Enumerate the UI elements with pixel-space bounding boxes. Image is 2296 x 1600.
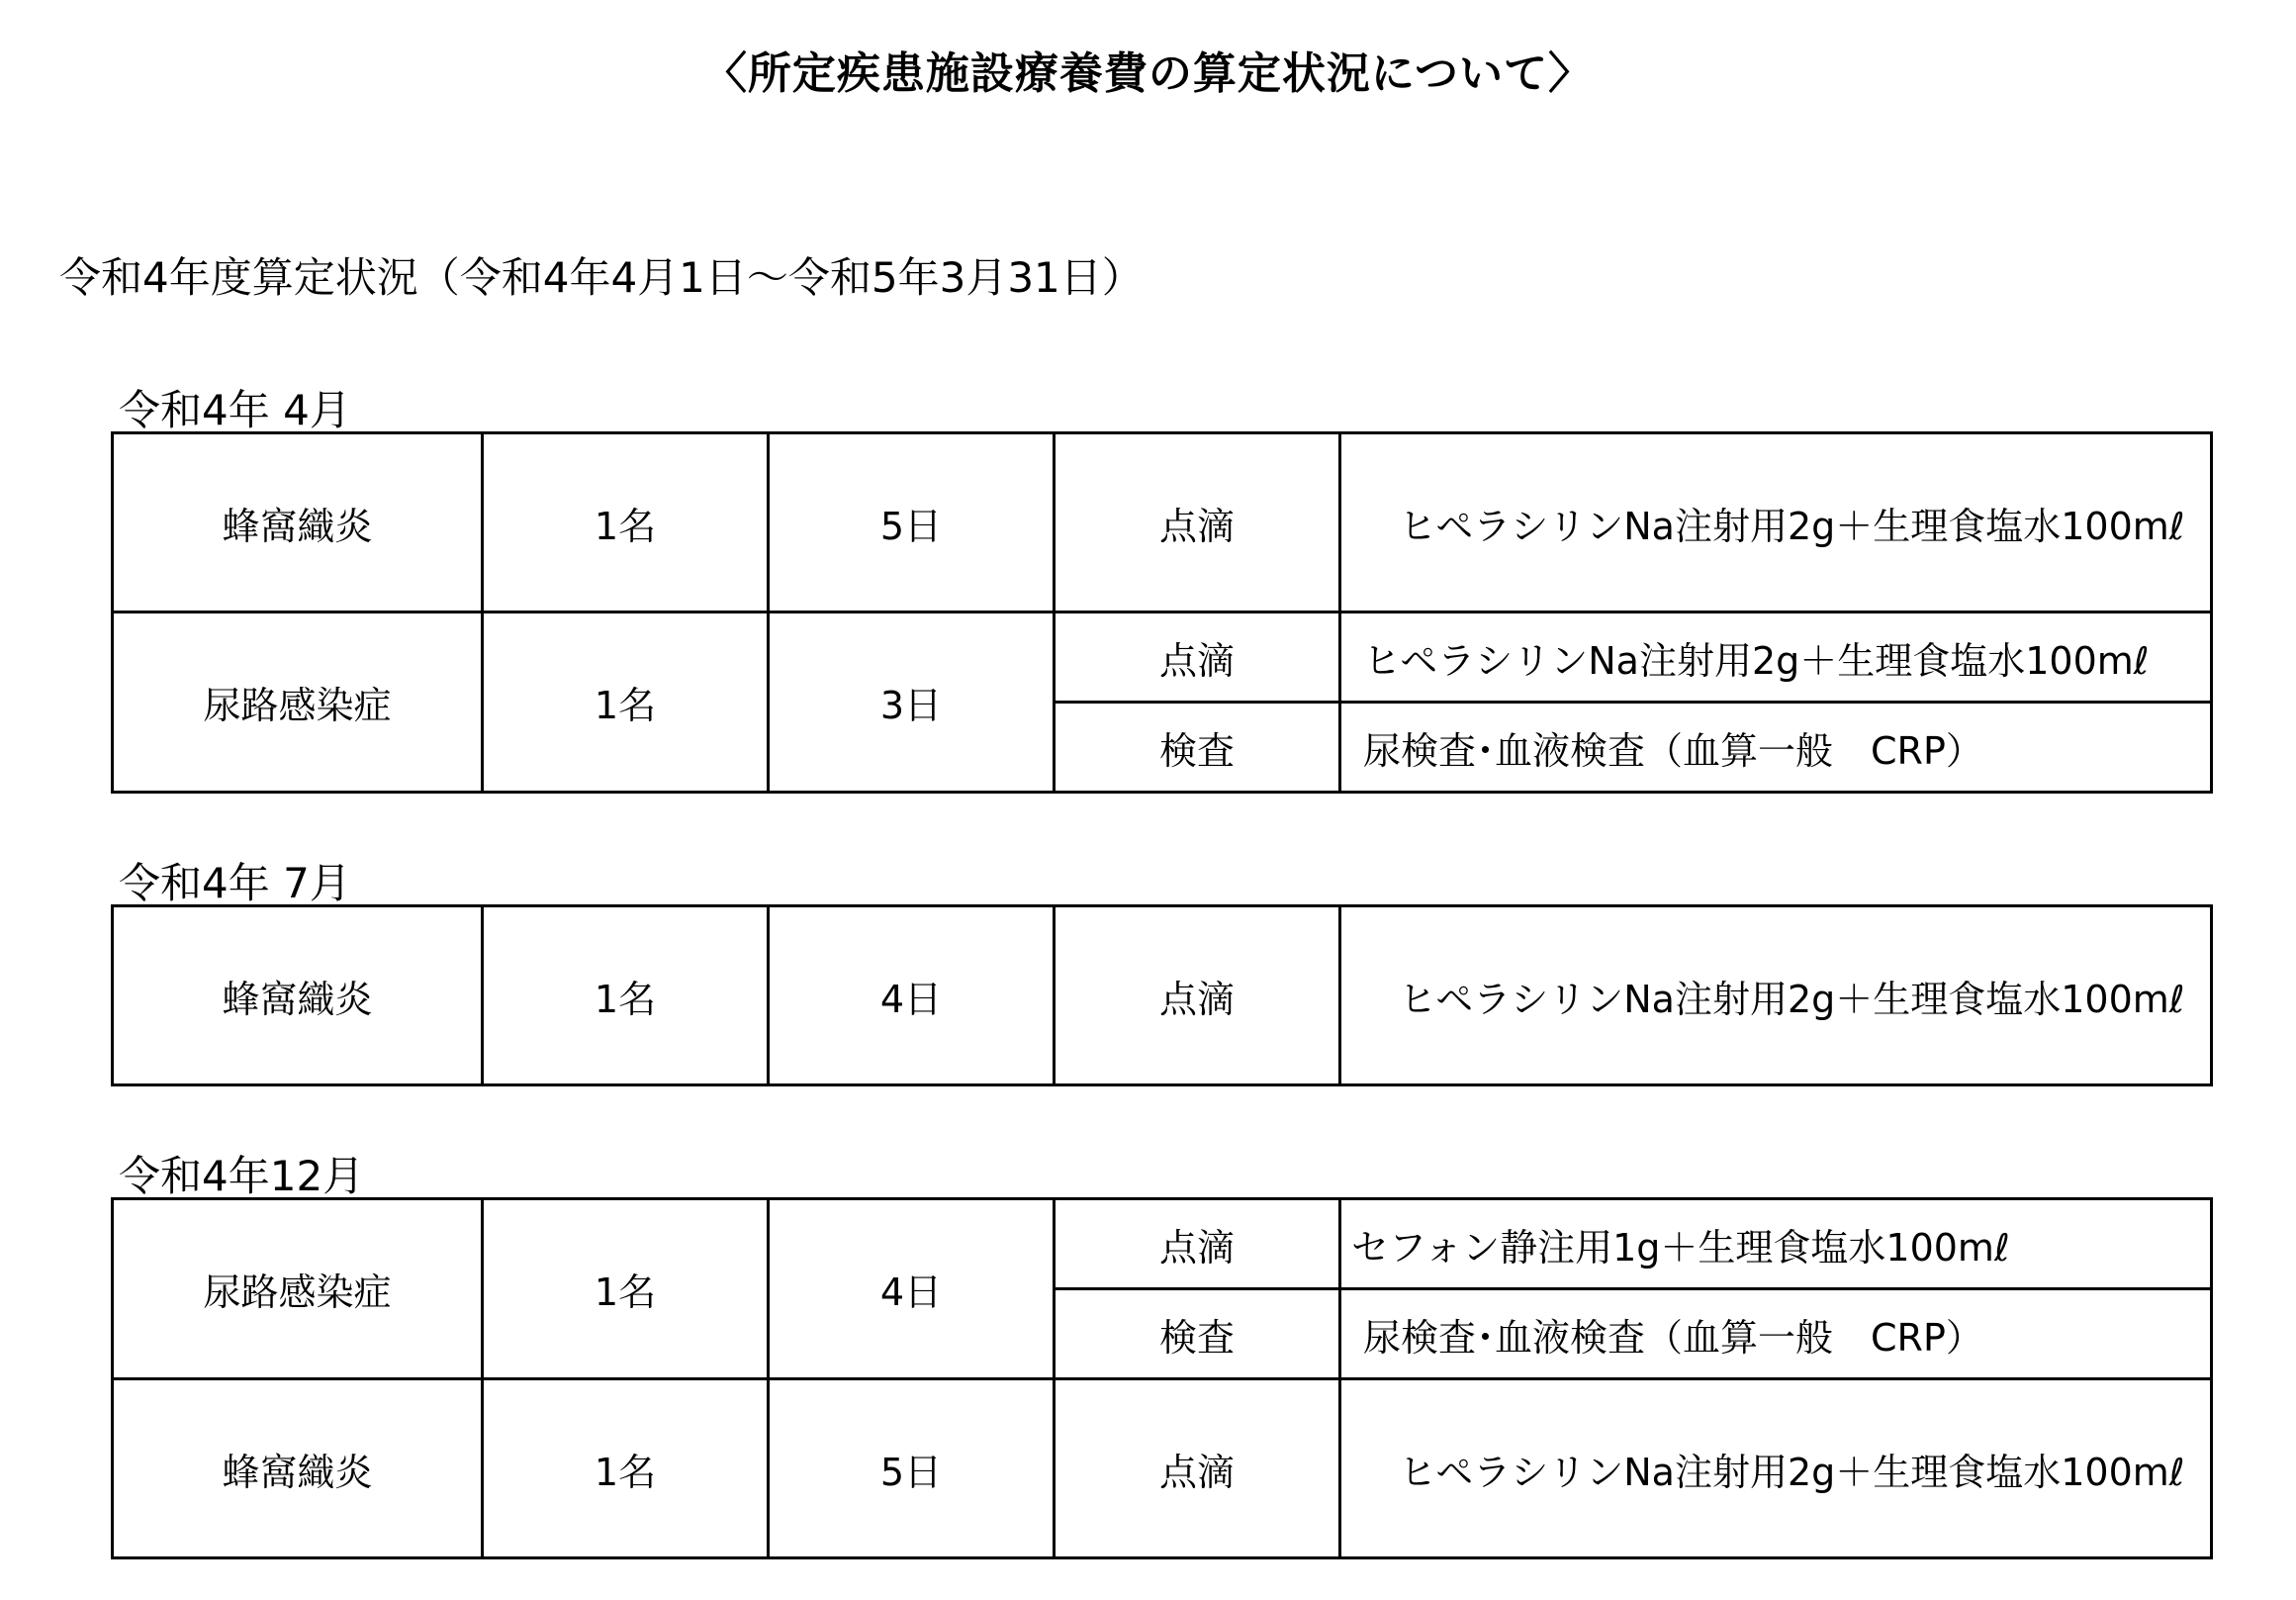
table-row [113,433,2212,612]
billing-table [111,904,2213,1086]
days-cell: 4日 [769,1199,1055,1379]
days-cell: 5日 [769,433,1055,612]
patient-count-cell: 1名 [483,906,769,1085]
fiscal-year-subtitle: 令和4年度算定状況（令和4年4月1日～令和5年3月31日） [59,253,1144,302]
patient-count-cell: 1名 [483,612,769,793]
page-title: 〈所定疾患施設療養費の算定状況について〉 [702,48,1594,99]
days-cell: 5日 [769,1379,1055,1558]
treatment-type-cell: 点滴 [1055,906,1340,1085]
table-row [113,906,2212,1085]
treatment-type-cell: 検査 [1055,1289,1340,1379]
table-row [113,1199,2212,1289]
treatment-type-cell: 点滴 [1055,612,1340,703]
billing-table [111,1197,2213,1559]
patient-count-cell: 1名 [483,433,769,612]
month-heading: 令和4年12月 [119,1152,365,1200]
treatment-detail-cell: ヒペラシリンNa注射用2g＋生理食塩水100mℓ [1340,1379,2212,1558]
days-cell: 3日 [769,612,1055,793]
table-row [113,612,2212,703]
disease-cell: 尿路感染症 [113,612,483,793]
treatment-detail-cell: ヒペラシリンNa注射用2g＋生理食塩水100mℓ [1340,906,2212,1085]
table-row [113,1379,2212,1558]
month-heading: 令和4年 7月 [119,859,351,907]
disease-cell: 蜂窩織炎 [113,906,483,1085]
treatment-type-cell: 点滴 [1055,433,1340,612]
treatment-type-cell: 検査 [1055,703,1340,793]
treatment-detail-cell: 尿検査･血液検査（血算一般 CRP） [1340,703,2212,793]
disease-cell: 尿路感染症 [113,1199,483,1379]
treatment-type-cell: 点滴 [1055,1199,1340,1289]
treatment-detail-cell: セフォン静注用1g＋生理食塩水100mℓ [1340,1199,2212,1289]
patient-count-cell: 1名 [483,1379,769,1558]
treatment-type-cell: 点滴 [1055,1379,1340,1558]
treatment-detail-cell: 尿検査･血液検査（血算一般 CRP） [1340,1289,2212,1379]
month-heading: 令和4年 4月 [119,386,351,434]
billing-table [111,431,2213,794]
disease-cell: 蜂窩織炎 [113,433,483,612]
treatment-detail-cell: ヒペラシリンNa注射用2g＋生理食塩水100mℓ [1340,612,2212,703]
patient-count-cell: 1名 [483,1199,769,1379]
treatment-detail-cell: ヒペラシリンNa注射用2g＋生理食塩水100mℓ [1340,433,2212,612]
disease-cell: 蜂窩織炎 [113,1379,483,1558]
days-cell: 4日 [769,906,1055,1085]
